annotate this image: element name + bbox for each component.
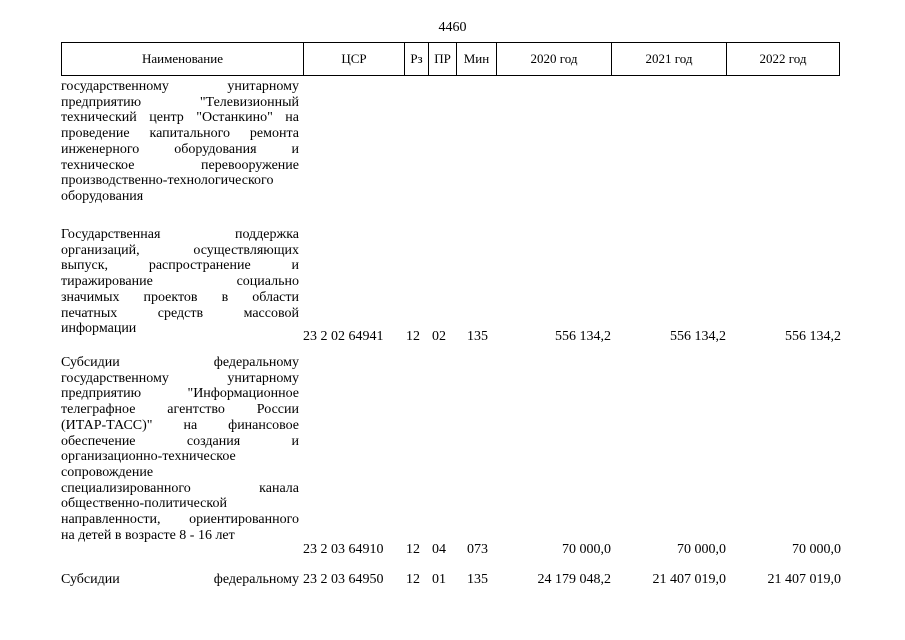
- header-min: Мин: [457, 43, 497, 75]
- header-2022: 2022 год: [759, 51, 807, 66]
- row-name: [61, 572, 299, 588]
- name-line: государственному унитарному: [61, 79, 299, 94]
- name-line: производственно-технологического: [61, 173, 274, 189]
- name-line: инженерного оборудования и: [61, 141, 299, 157]
- name-line: тиражирование социально: [61, 274, 299, 290]
- name-line: организаций, осуществляющих: [61, 242, 299, 258]
- min-cell: 135: [467, 329, 488, 344]
- header-2021: 2021 год: [612, 43, 727, 75]
- header-rz: Рз: [405, 43, 429, 75]
- name-line: предприятию "Телевизионный: [61, 94, 299, 110]
- y2021-cell: 556 134,2: [670, 329, 726, 344]
- y2021-cell: 21 407 019,0: [652, 572, 726, 587]
- name-line: информации: [61, 321, 137, 337]
- name-line: телеграфное агентство России: [61, 402, 299, 418]
- name-line: специализированного канала: [61, 480, 299, 496]
- y2022-cell: 21 407 019,0: [767, 572, 841, 587]
- pr-cell: 01: [432, 572, 446, 587]
- header-2020: 2020 год: [497, 43, 612, 75]
- name-line: Субсидии федеральному: [61, 572, 299, 587]
- y2022-cell: 70 000,0: [792, 542, 841, 557]
- header-name: Наименование: [62, 43, 304, 75]
- name-line: сопровождение: [61, 464, 154, 480]
- rz-cell: 12: [406, 329, 420, 344]
- name-line: предприятию "Информационное: [61, 386, 299, 402]
- name-line: оборудования: [61, 188, 144, 204]
- csr-cell: 23 2 02 64941: [303, 329, 384, 344]
- csr-cell: 23 2 03 64950: [303, 572, 384, 587]
- name-line: общественно-политической: [61, 496, 227, 512]
- name-line: Субсидии федеральному: [61, 355, 299, 370]
- name-line: печатных средств массовой: [61, 305, 299, 321]
- row-name: [61, 355, 299, 543]
- name-line: техническое перевооружение: [61, 157, 299, 173]
- pr-cell: 02: [432, 329, 446, 344]
- table-row: [61, 227, 841, 344]
- rz-cell: 12: [406, 542, 420, 557]
- name-line: технический центр "Останкино" на: [61, 110, 299, 126]
- name-line: выпуск, распространение и: [61, 258, 299, 274]
- name-line: Государственная поддержка: [61, 227, 299, 242]
- name-line: государственному унитарному: [61, 370, 299, 386]
- y2021-cell: 70 000,0: [677, 542, 726, 557]
- y2022-cell: 556 134,2: [785, 329, 841, 344]
- y2020-cell: 24 179 048,2: [537, 572, 611, 587]
- csr-cell: 23 2 03 64910: [303, 542, 384, 557]
- name-line: направленности, ориентированного: [61, 512, 299, 528]
- row-name: [61, 227, 299, 337]
- header-csr: ЦСР: [304, 43, 405, 75]
- table-row: [61, 355, 841, 557]
- name-line: (ИТАР-ТАСС)" на финансовое: [61, 417, 299, 433]
- y2020-cell: 556 134,2: [555, 329, 611, 344]
- page-number: 4460: [438, 20, 467, 35]
- table-row: [61, 572, 841, 588]
- name-line: проведение капитального ремонта: [61, 126, 299, 142]
- table-row: [61, 79, 299, 205]
- name-line: значимых проектов в области: [61, 289, 299, 305]
- row-name: [61, 79, 299, 205]
- min-cell: 135: [467, 572, 488, 587]
- table-header: [61, 42, 840, 76]
- min-cell: 073: [467, 542, 488, 557]
- name-line: обеспечение создания и: [61, 433, 299, 449]
- rz-cell: 12: [406, 572, 420, 587]
- name-line: на детей в возрасте 8 - 16 лет: [61, 527, 235, 543]
- header-pr: ПР: [429, 43, 457, 75]
- name-line: организационно-техническое: [61, 449, 236, 465]
- pr-cell: 04: [432, 542, 446, 557]
- y2020-cell: 70 000,0: [562, 542, 611, 557]
